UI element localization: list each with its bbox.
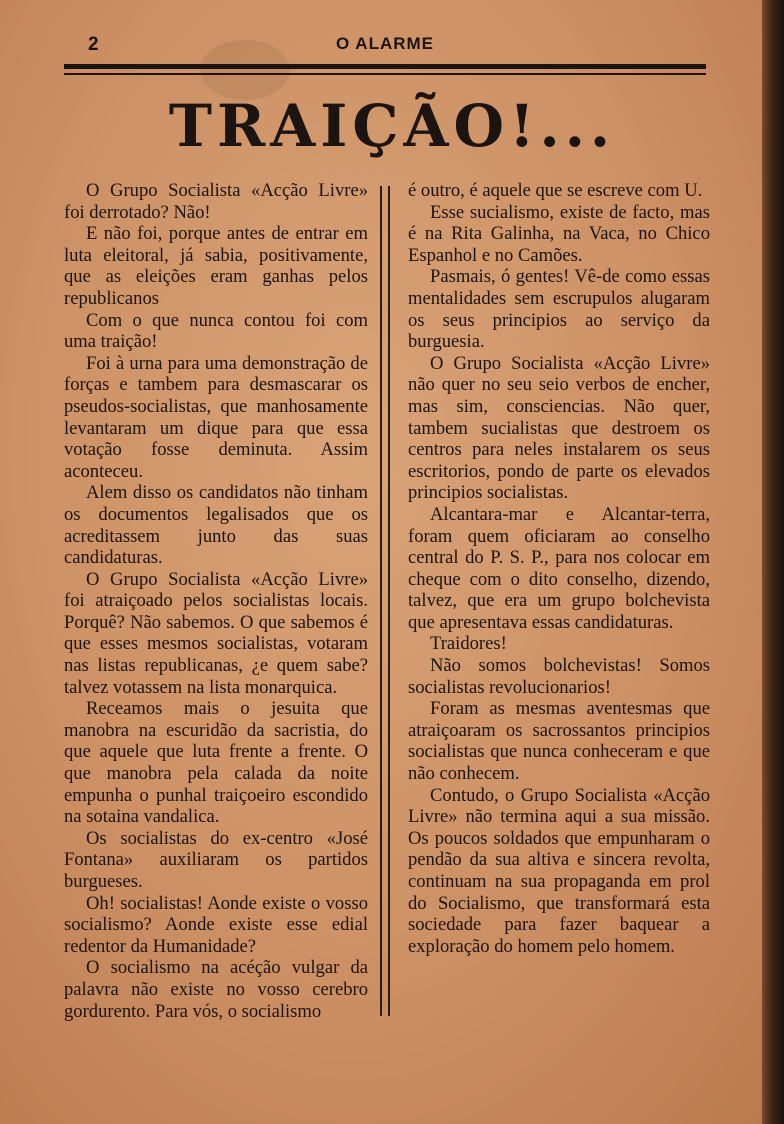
- paragraph: Receamos mais o jesuita que manobra na escuridão da sacristia, do que aquele que luta frente a frente. O que manobra pela calada da noite empunha o punhal traiçoeiro escondido na sotaina vandalica.: [64, 698, 368, 828]
- column-divider: [388, 186, 390, 1016]
- paragraph: Alcantara-mar e Alcantar-terra, foram quem oficiaram ao conselho central do P. S. P., para nos colocar em cheque com o dito conselho, dizendo, talvez, que era um grupo bolchevista que apresentava essas candidaturas.: [408, 503, 710, 633]
- paragraph: é outro, é aquele que se escreve com U.: [408, 180, 703, 201]
- paragraph: Foi à urna para uma demonstração de forças e tambem para desmascarar os pseudos-socialistas, que manhosamente levantaram um dique para que essa votação fosse deminuta. Assim aconteceu.: [64, 352, 368, 482]
- article-headline: TRAIÇÃO!...: [168, 92, 616, 160]
- paragraph: Os socialistas do ex-centro «José Fontana» auxiliaram os partidos burgueses.: [64, 827, 368, 892]
- paragraph: O Grupo Socialista «Acção Livre» não quer no seu seio verbos de encher, mas sim, consciencias. Não quer, tambem sucialistas que destroem os centros para neles instalarem os seus escritorios, pondo de parte os elevados principios socialistas.: [408, 352, 710, 504]
- paragraph: O Grupo Socialista «Acção Livre» foi derrotado? Não!: [64, 180, 368, 223]
- paragraph: O Grupo Socialista «Acção Livre» foi atraiçoado pelos socialistas locais. Porquê? Não sabemos. O que sabemos é que esses mesmos socialistas, votaram nas listas republicanas, ¿e quem sabe? talvez votassem na lista monarquica.: [64, 568, 368, 698]
- paragraph: Oh! socialistas! Aonde existe o vosso socialismo? Aonde existe esse edial redentor da Humanidade?: [64, 892, 368, 957]
- paragraph: O socialismo na acéção vulgar da palavra não existe no vosso cerebro gordurento. Para vós, o socialismo: [64, 957, 368, 1022]
- paragraph: Pasmais, ó gentes! Vê-de como essas mentalidades sem escrupulos alugaram os seus principios ao serviço da burguesia.: [408, 266, 710, 353]
- paragraph: Foram as mesmas aventesmas que atraiçoaram os sacrossantos principios socialistas que nunca conheceram e que não conhecem.: [408, 698, 710, 785]
- paragraph: Alem disso os candidatos não tinham os documentos legalisados que os acreditassem junto das suas candidaturas.: [64, 482, 368, 569]
- page-number: 2: [88, 34, 99, 55]
- paragraph: Contudo, o Grupo Socialista «Acção Livre» não termina aqui a sua missão. Os poucos soldados que empunharam o pendão da sua altiva e sincera revolta, continuam na sua propaganda em prol do Socialismo, que transformará esta sociedade para fazer baquear a exploração do homem pelo homem.: [408, 784, 710, 957]
- header-rule-thick: [64, 64, 706, 69]
- header-rule-thin: [64, 73, 706, 75]
- article-column-left: [64, 180, 368, 1022]
- page-header: [64, 30, 706, 60]
- paragraph: Traidores!: [430, 633, 507, 655]
- page-edge-shadow: [762, 0, 784, 1124]
- masthead-title: O ALARME: [335, 34, 435, 53]
- paragraph: Não somos bolchevistas! Somos socialistas revolucionarios!: [408, 655, 710, 698]
- article-column-right: [408, 180, 710, 957]
- paragraph: Esse sucialismo, existe de facto, mas é na Rita Galinha, na Vaca, no Chico Espanhol e no Camões.: [408, 201, 710, 266]
- paragraph: E não foi, porque antes de entrar em luta eleitoral, já sabia, positivamente, que as eleições eram ganhas pelos republicanos: [64, 223, 368, 309]
- column-divider: [380, 186, 382, 1016]
- paragraph: Com o que nunca contou foi com uma traição!: [64, 309, 368, 353]
